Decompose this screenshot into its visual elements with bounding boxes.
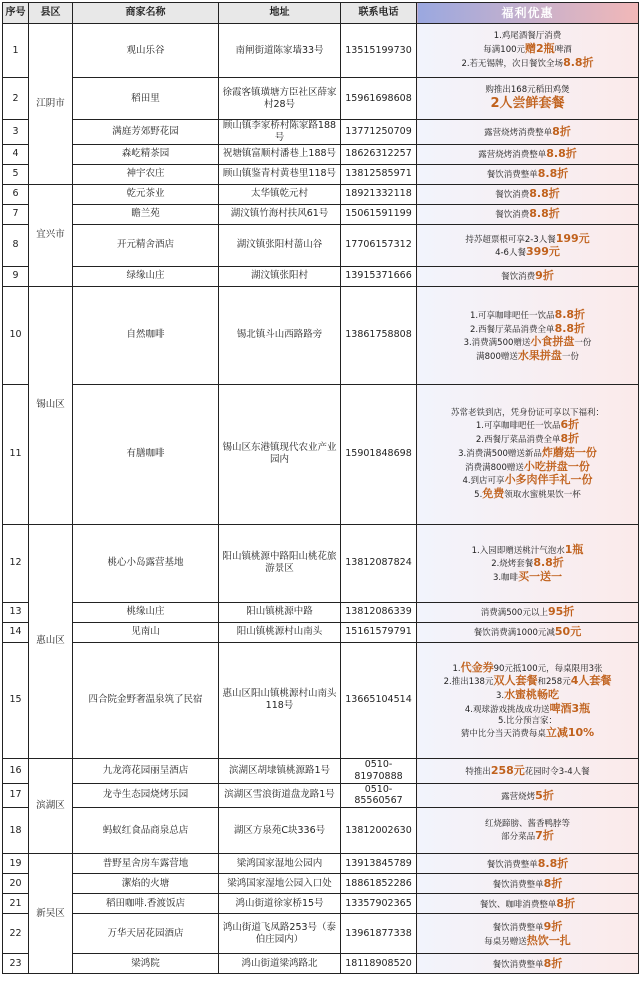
table-row xyxy=(3,808,639,854)
benefit-highlight: 8.8折 xyxy=(537,167,569,181)
phone: 13961877338 xyxy=(341,914,417,954)
benefit-highlight: 8.8折 xyxy=(546,147,577,161)
benefit-highlight: 8.8折 xyxy=(533,556,564,570)
benefit-line xyxy=(419,688,636,702)
merchant-name: 龙寺生态园烧烤乐园 xyxy=(73,783,219,808)
benefit xyxy=(417,808,639,854)
benefit-text: 2.推出138元 xyxy=(443,677,494,688)
address: 鸿山街道梁鸿路北 xyxy=(219,954,341,974)
phone: 18921332118 xyxy=(341,184,417,204)
row-no: 3 xyxy=(3,120,29,145)
table-row xyxy=(3,266,639,286)
benefit-highlight: 5折 xyxy=(535,788,554,802)
benefit xyxy=(417,24,639,78)
address: 梁鸿国家湿地公园入口处 xyxy=(219,874,341,894)
benefit-text: 领取水蜜桃果饮一杯 xyxy=(504,490,581,501)
phone: 13771250709 xyxy=(341,120,417,145)
phone: 18626312257 xyxy=(341,144,417,164)
row-no: 18 xyxy=(3,808,29,854)
phone: 13357902365 xyxy=(341,894,417,914)
benefit-highlight: 7折 xyxy=(535,829,554,843)
benefit-line xyxy=(419,432,636,446)
benefit-text: 露营烧烤消费整单 xyxy=(478,150,547,161)
benefit-text: 每满100元 xyxy=(483,45,526,56)
address: 顾山镇李家桥村陈家路188号 xyxy=(219,120,341,145)
header-phone: 联系电话 xyxy=(341,3,417,24)
benefit-text: 餐饮消费整单 xyxy=(492,879,544,890)
benefit-highlight: 8.8折 xyxy=(554,321,586,335)
merchant-name: 森屹精茶园 xyxy=(73,144,219,164)
address: 湖汶镇张阳村蔷山谷 xyxy=(219,224,341,266)
address: 祝塘镇富顺村潘巷上188号 xyxy=(219,144,341,164)
benefit-line xyxy=(419,245,636,259)
address: 阳山镇桃源村山南头 xyxy=(219,622,341,642)
address: 阳山镇桃源中路 xyxy=(219,602,341,622)
table-row xyxy=(3,384,639,524)
benefit xyxy=(417,120,639,145)
benefit-text: 露营烧烤 xyxy=(501,791,536,802)
benefit-highlight: 6折 xyxy=(560,418,580,432)
row-no: 14 xyxy=(3,622,29,642)
phone: 13812585971 xyxy=(341,164,417,184)
header-no: 序号 xyxy=(3,3,29,24)
district-cell: 惠山区 xyxy=(29,524,73,758)
benefit-text: 3.消费满500赠送 xyxy=(463,338,531,349)
benefit-highlight: 9折 xyxy=(535,269,554,283)
benefit xyxy=(417,78,639,120)
row-no: 23 xyxy=(3,954,29,974)
merchant-benefit-page xyxy=(0,2,640,1008)
benefit-highlight: 1瓶 xyxy=(564,542,584,556)
benefit-line xyxy=(419,446,636,460)
benefit-text: 4-6人餐 xyxy=(495,248,526,259)
benefit xyxy=(417,286,639,384)
phone: 15061591199 xyxy=(341,204,417,224)
row-no: 21 xyxy=(3,894,29,914)
row-no: 13 xyxy=(3,602,29,622)
row-no: 5 xyxy=(3,164,29,184)
benefit-text: 满800赠送 xyxy=(476,352,518,362)
merchant-name: 桃心小岛露营基地 xyxy=(73,524,219,602)
row-no: 1 xyxy=(3,24,29,78)
benefit-line xyxy=(419,473,636,487)
benefit-highlight: 小多肉伴手礼一份 xyxy=(504,473,593,487)
benefit-text: 餐饮消费 xyxy=(495,190,530,201)
benefit-line xyxy=(419,934,636,948)
row-no: 4 xyxy=(3,144,29,164)
benefit-line xyxy=(419,322,636,336)
table-row xyxy=(3,622,639,642)
benefit-highlight: 热饮一扎 xyxy=(526,933,571,947)
address: 湖汶镇竹海村扶风61号 xyxy=(219,204,341,224)
address: 徐霞客镇璜塘方臣社区薛家村28号 xyxy=(219,78,341,120)
benefit-text: 4.到店可享 xyxy=(462,476,505,487)
header-row xyxy=(3,3,639,24)
benefit-text: 1.可享咖啡吧任一饮品 xyxy=(469,310,555,321)
benefit xyxy=(417,874,639,894)
address: 梁鸿国家湿地公园内 xyxy=(219,854,341,874)
merchant-name: 四合院金野奢温泉筑了民宿 xyxy=(73,642,219,758)
merchant-name: 普野星舍房车露营地 xyxy=(73,854,219,874)
benefit-text: 餐饮消费整单 xyxy=(492,923,544,933)
benefit-text: 餐饮、咖啡消费整单 xyxy=(479,899,557,910)
phone: 13913845789 xyxy=(341,854,417,874)
header-benefit: 福利优惠 xyxy=(417,3,639,24)
merchant-name: 开元精舍酒店 xyxy=(73,224,219,266)
merchant-name: 稻田咖啡.香渡饭店 xyxy=(73,894,219,914)
benefit-highlight: 199元 xyxy=(555,231,590,245)
benefit xyxy=(417,602,639,622)
benefit-highlight: 9折 xyxy=(543,920,563,933)
phone: 13812087824 xyxy=(341,524,417,602)
merchant-name: 万华天居花园酒店 xyxy=(73,914,219,954)
benefit-line xyxy=(419,605,636,619)
district-cell: 锡山区 xyxy=(29,286,73,524)
benefit-highlight: 买一送一 xyxy=(518,570,563,584)
row-no: 20 xyxy=(3,874,29,894)
benefit-highlight: 8.8折 xyxy=(563,55,594,69)
merchant-name: 蚂蚁红食品商泉总店 xyxy=(73,808,219,854)
benefit-text: 2.西餐厅菜品消费全单 xyxy=(469,324,555,335)
merchant-name: 有膳咖啡 xyxy=(73,384,219,524)
phone: 13812002630 xyxy=(341,808,417,854)
benefit-line xyxy=(419,661,636,675)
benefit-text: 餐饮消费整单 xyxy=(486,170,538,181)
benefit-line xyxy=(419,726,636,740)
merchant-name: 见南山 xyxy=(73,622,219,642)
phone: 13861758808 xyxy=(341,286,417,384)
benefit-text: 餐饮消费整单 xyxy=(486,859,538,870)
benefit-line xyxy=(419,857,636,871)
benefit-highlight: 8.8折 xyxy=(529,187,560,201)
benefit-line xyxy=(419,625,636,639)
benefit-text: 4.观球游戏挑战成功送 xyxy=(464,704,550,715)
merchant-name: 梁鸿院 xyxy=(73,954,219,974)
row-no: 9 xyxy=(3,266,29,286)
benefit-line xyxy=(419,702,636,716)
merchant-name: 满庭芳郊野花园 xyxy=(73,120,219,145)
table-row xyxy=(3,184,639,204)
benefit xyxy=(417,914,639,954)
table-row xyxy=(3,78,639,120)
benefit-text: 餐饮消费整单 xyxy=(492,959,544,970)
address: 滨湖区胡埭镇桃源路1号 xyxy=(219,758,341,783)
table-row xyxy=(3,758,639,783)
benefit-line xyxy=(419,570,636,584)
table-row xyxy=(3,224,639,266)
benefit-highlight: 8折 xyxy=(543,876,563,890)
address: 锡山区东港镇现代农业产业园内 xyxy=(219,384,341,524)
phone: 0510-81970888 xyxy=(341,758,417,783)
table-row xyxy=(3,954,639,974)
benefit xyxy=(417,164,639,184)
table-row xyxy=(3,854,639,874)
benefit-highlight: 8折 xyxy=(556,896,576,910)
benefit-text: 餐饮消费满1000元减 xyxy=(473,628,555,639)
merchant-name: 瞻兰苑 xyxy=(73,204,219,224)
row-no: 19 xyxy=(3,854,29,874)
benefit xyxy=(417,642,639,758)
benefit-highlight: 小食拼盘 xyxy=(530,335,575,349)
benefit-text: 猜中比分当天消费每桌 xyxy=(460,729,546,740)
benefit xyxy=(417,894,639,914)
benefit-line xyxy=(419,269,636,283)
table-row xyxy=(3,164,639,184)
benefit-highlight: 8.8折 xyxy=(554,307,586,321)
benefit-highlight: 双人套餐 xyxy=(493,674,538,688)
phone: 15901848698 xyxy=(341,384,417,524)
benefit-text: 每桌另赠送 xyxy=(484,936,527,947)
merchant-name: 绿缘山庄 xyxy=(73,266,219,286)
benefit-text: 啤酒 xyxy=(554,45,572,56)
row-no: 12 xyxy=(3,524,29,602)
benefit-line xyxy=(419,920,636,934)
row-no: 17 xyxy=(3,783,29,808)
benefit-text: 90元抵100元，每桌限用3张 xyxy=(493,663,603,674)
benefit-line xyxy=(419,125,636,139)
benefit-text: 消费满500元以上 xyxy=(480,608,548,619)
benefit-highlight: 炸蘑菇一份 xyxy=(541,445,597,459)
benefit xyxy=(417,144,639,164)
benefit-line xyxy=(419,56,636,70)
benefit-highlight: 95折 xyxy=(547,605,575,619)
table-row xyxy=(3,286,639,384)
benefit xyxy=(417,224,639,266)
address: 湖汶镇张阳村 xyxy=(219,266,341,286)
benefit-line xyxy=(419,957,636,971)
district-cell: 新吴区 xyxy=(29,854,73,974)
benefit-text: 部分菜品 xyxy=(501,832,536,843)
benefit-line xyxy=(419,716,636,727)
benefit-line xyxy=(419,232,636,246)
benefit-line xyxy=(419,789,636,803)
benefit-text: 一份 xyxy=(561,352,579,362)
benefit-text: 1.入园即赠送桃汁气泡水 xyxy=(471,545,565,556)
benefit-text: 5. xyxy=(474,490,483,501)
benefit-line xyxy=(419,460,636,474)
address: 鸿山街道飞凤路253号（泰伯庄园内） xyxy=(219,914,341,954)
benefit-text: 和258元 xyxy=(537,677,571,688)
district-cell: 滨湖区 xyxy=(29,758,73,854)
header-district: 县区 xyxy=(29,3,73,24)
benefit-text: 2.烧烤套餐 xyxy=(491,559,534,570)
address: 顾山镇鉴青村黄巷里118号 xyxy=(219,164,341,184)
benefit xyxy=(417,524,639,602)
row-no: 10 xyxy=(3,286,29,384)
benefit-line xyxy=(419,308,636,322)
merchant-table xyxy=(2,2,639,974)
benefit xyxy=(417,266,639,286)
benefit-highlight: 小吃拼盘一份 xyxy=(523,459,590,473)
table-row xyxy=(3,894,639,914)
merchant-name: 乾元茶业 xyxy=(73,184,219,204)
benefit xyxy=(417,783,639,808)
benefit-line xyxy=(419,543,636,557)
benefit-text: 一份 xyxy=(574,338,592,349)
benefit-line xyxy=(419,829,636,843)
benefit xyxy=(417,384,639,524)
benefit-line xyxy=(419,42,636,56)
merchant-name: 神宇农庄 xyxy=(73,164,219,184)
benefit-text: 持苏超票根可享2-3人餐 xyxy=(465,234,556,245)
benefit-line xyxy=(419,207,636,221)
benefit-text: 2.西餐厅菜品消费全单 xyxy=(475,435,561,446)
benefit-text: 1.鸡尾酒餐厅消费 xyxy=(493,31,562,42)
benefit-line xyxy=(419,349,636,363)
benefit-line xyxy=(419,96,636,112)
table-row xyxy=(3,914,639,954)
benefit-text: 3. xyxy=(495,691,505,702)
row-no: 6 xyxy=(3,184,29,204)
benefit-line xyxy=(419,335,636,349)
benefit-highlight: 水蜜桃畅吃 xyxy=(504,688,560,702)
benefit-highlight: 免费 xyxy=(482,487,505,501)
benefit-highlight: 8.8折 xyxy=(537,856,569,870)
table-row xyxy=(3,24,639,78)
phone: 13515199730 xyxy=(341,24,417,78)
table-row xyxy=(3,642,639,758)
benefit-highlight: 8折 xyxy=(543,956,563,970)
benefit-text: 购推出168元稻田鸡煲 xyxy=(485,85,570,96)
benefit-line xyxy=(419,85,636,96)
table-row xyxy=(3,120,639,145)
benefit-line xyxy=(419,819,636,830)
row-no: 15 xyxy=(3,642,29,758)
benefit-line xyxy=(419,187,636,201)
merchant-name: 稻田里 xyxy=(73,78,219,120)
header-merchant: 商家名称 xyxy=(73,3,219,24)
benefit-line xyxy=(419,31,636,42)
benefit xyxy=(417,954,639,974)
benefit-line xyxy=(419,674,636,688)
phone: 15161579791 xyxy=(341,622,417,642)
benefit-line xyxy=(419,147,636,161)
benefit-line xyxy=(419,167,636,181)
benefit-highlight: 代金券 xyxy=(460,660,494,674)
merchant-name: 桃缘山庄 xyxy=(73,602,219,622)
benefit-highlight: 8.8折 xyxy=(529,207,560,221)
merchant-name: 自然咖啡 xyxy=(73,286,219,384)
table-row xyxy=(3,524,639,602)
benefit-text: 花园时令3-4人餐 xyxy=(524,766,590,777)
benefit-text: 特推出 xyxy=(465,766,491,777)
table-row xyxy=(3,602,639,622)
address: 阳山镇桃源中路阳山桃花旅游景区 xyxy=(219,524,341,602)
address: 锡北镇斗山西路路旁 xyxy=(219,286,341,384)
district-cell: 江阴市 xyxy=(29,24,73,185)
benefit-highlight: 8折 xyxy=(552,125,571,138)
benefit-highlight: 2人尝鲜套餐 xyxy=(490,95,565,111)
benefit-highlight: 4人套餐 xyxy=(570,674,612,688)
benefit xyxy=(417,204,639,224)
benefit-text: 2.若无锡牌，次日餐饮全场 xyxy=(461,58,564,69)
benefit-highlight: 258元 xyxy=(490,763,525,777)
row-no: 11 xyxy=(3,384,29,524)
row-no: 22 xyxy=(3,914,29,954)
address: 滨湖区雪浪街道盘龙路1号 xyxy=(219,783,341,808)
table-row xyxy=(3,783,639,808)
phone: 18118908520 xyxy=(341,954,417,974)
benefit xyxy=(417,622,639,642)
address: 湖区方泉苑C块336号 xyxy=(219,808,341,854)
header-address: 地址 xyxy=(219,3,341,24)
benefit-text: 红烧蹄膀、酱香鸭脖等 xyxy=(484,818,570,829)
benefit-line xyxy=(419,897,636,911)
benefit xyxy=(417,758,639,783)
address: 南闸街道陈家墙33号 xyxy=(219,24,341,78)
table-row xyxy=(3,204,639,224)
benefit-highlight: 水果拼盘 xyxy=(517,349,562,362)
benefit-text: 1.可享咖啡吧任一饮品 xyxy=(475,421,561,432)
table-row xyxy=(3,144,639,164)
benefit-highlight: 啤酒3瓶 xyxy=(549,701,591,715)
benefit-highlight: 399元 xyxy=(525,245,560,259)
row-no: 7 xyxy=(3,204,29,224)
phone: 13665104514 xyxy=(341,642,417,758)
benefit-line xyxy=(419,556,636,570)
merchant-name: 九龙湾花园丽呈酒店 xyxy=(73,758,219,783)
phone: 13915371666 xyxy=(341,266,417,286)
benefit-line xyxy=(419,408,636,419)
benefit-text: 露营烧烤消费整单 xyxy=(484,128,553,138)
benefit-text: 苏常老铁到店，凭身份证可享以下福利： xyxy=(450,407,604,418)
benefit-line xyxy=(419,418,636,432)
benefit-text: 消费满800赠送 xyxy=(465,462,524,473)
district-cell: 宜兴市 xyxy=(29,184,73,286)
phone: 13812086339 xyxy=(341,602,417,622)
benefit-line xyxy=(419,877,636,891)
benefit-text: 5.比分预言家： xyxy=(497,715,558,726)
address: 鸿山街道徐家桥15号 xyxy=(219,894,341,914)
benefit-text: 3.咖啡 xyxy=(492,573,519,584)
row-no: 2 xyxy=(3,78,29,120)
benefit-highlight: 8折 xyxy=(560,432,580,446)
table-row xyxy=(3,874,639,894)
benefit-highlight: 赠2瓶 xyxy=(525,42,555,56)
benefit-highlight: 50元 xyxy=(554,625,582,639)
row-no: 16 xyxy=(3,758,29,783)
phone: 15961698608 xyxy=(341,78,417,120)
phone: 0510-85560567 xyxy=(341,783,417,808)
benefit-line xyxy=(419,487,636,501)
benefit-text: 1. xyxy=(452,663,461,674)
phone: 18861852286 xyxy=(341,874,417,894)
benefit-text: 餐饮消费 xyxy=(495,210,530,221)
address: 太华镇乾元村 xyxy=(219,184,341,204)
benefit-line xyxy=(419,764,636,778)
phone: 17706157312 xyxy=(341,224,417,266)
merchant-name: 潔焰的火塘 xyxy=(73,874,219,894)
row-no: 8 xyxy=(3,224,29,266)
benefit xyxy=(417,184,639,204)
benefit-highlight: 立减10% xyxy=(545,726,595,740)
benefit xyxy=(417,854,639,874)
address: 惠山区阳山镇桃源村山南头118号 xyxy=(219,642,341,758)
benefit-text: 餐饮消费 xyxy=(501,272,536,283)
benefit-text: 3.消费满500赠送新品 xyxy=(458,448,542,459)
merchant-name: 观山乐谷 xyxy=(73,24,219,78)
